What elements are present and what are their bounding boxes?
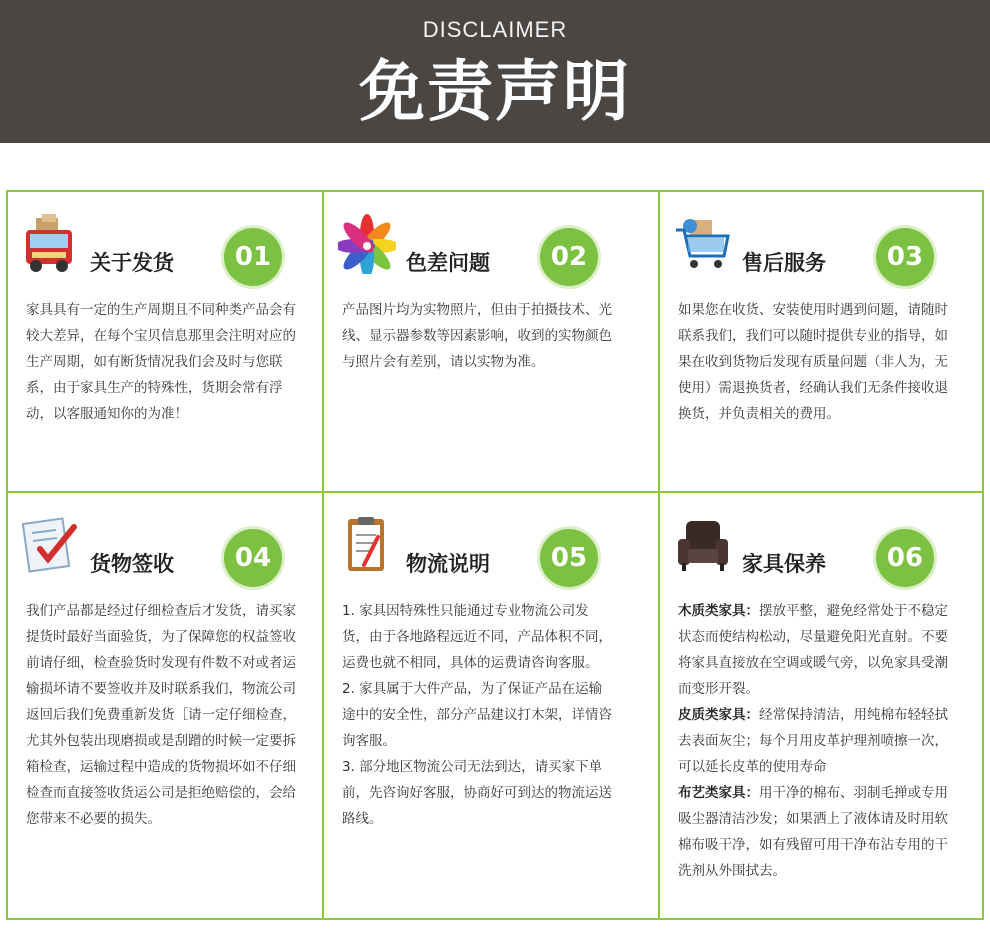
disclaimer-grid — [6, 190, 984, 920]
care-text: 用干净的棉布、羽制毛掸或专用吸尘器清洁沙发；如果洒上了液体请及时用软棉布吸干净，如有残留可用干净布沾专用的干洗剂从外围拭去。 — [678, 785, 948, 879]
section-body — [26, 598, 296, 832]
section-body — [342, 297, 612, 375]
armchair-icon — [674, 515, 732, 575]
clipboard-icon — [338, 515, 396, 575]
section-receipt — [8, 493, 322, 920]
section-title: 售后服务 — [742, 251, 826, 275]
section-paragraph: 3. 部分地区物流公司无法到达，请买家下单前，先咨询好客服，协商好可到达的物流运送路线。 — [342, 759, 612, 827]
care-label: 皮质类家具： — [678, 707, 759, 723]
section-color-difference — [324, 192, 658, 491]
section-after-sales — [660, 192, 984, 491]
section-title: 货物签收 — [90, 552, 174, 576]
care-label: 布艺类家具： — [678, 785, 759, 801]
section-text: 如果您在收货、安装使用时遇到问题，请随时联系我们，我们可以随时提供专业的指导，如果在收到货物后发现有质量问题（非人为，无使用）需退换货者，经确认我们无条件接收退换货，并负责相关的费用。 — [678, 302, 948, 422]
section-logistics — [324, 493, 658, 920]
section-text: 我们产品都是经过仔细检查后才发货，请买家提货时最好当面验货，为了保障您的权益签收前请仔细，检查验货时发现有件数不对或者运输损坏请不要签收并及时联系我们，物流公司返回后我们免费重新发货［请一定仔细检查，尤其外包装出现磨损或是刮蹭的时候一定要拆箱检查，运输过程中造成的货物损坏如不仔细检查而直接签收货运公司是拒绝赔偿的，会给您带来不必要的损失。 — [26, 603, 296, 827]
section-number-badge: 02 — [540, 228, 598, 286]
section-body — [678, 598, 948, 884]
section-title: 色差问题 — [406, 251, 490, 275]
care-item-wood — [678, 598, 948, 702]
section-number-badge: 05 — [540, 529, 598, 587]
section-shipping — [8, 192, 322, 491]
header-banner — [0, 0, 990, 143]
care-label: 木质类家具： — [678, 603, 759, 619]
section-number-badge: 04 — [224, 529, 282, 587]
care-text: 经常保持清洁，用纯棉布轻轻拭去表面灰尘；每个月用皮革护理剂喷擦一次，可以延长皮革的使用寿命 — [678, 707, 948, 775]
section-text: 产品图片均为实物照片，但由于拍摄技术、光线、显示器参数等因素影响，收到的实物颜色与照片会有差别，请以实物为准。 — [342, 302, 612, 370]
shopping-cart-icon — [674, 214, 732, 274]
section-number-badge: 01 — [224, 228, 282, 286]
checklist-icon — [22, 515, 80, 575]
header-subtitle: DISCLAIMER — [422, 17, 568, 42]
section-maintenance — [660, 493, 984, 920]
care-item-leather — [678, 702, 948, 780]
color-wheel-icon — [338, 214, 396, 274]
section-title: 物流说明 — [406, 552, 490, 576]
section-title: 家具保养 — [742, 552, 826, 576]
section-paragraph: 1. 家具因特殊性只能通过专业物流公司发货，由于各地路程远近不同，产品体积不同，运费也就不相同，具体的运费请咨询客服。 — [342, 603, 612, 671]
section-body — [342, 598, 612, 832]
section-body — [26, 297, 296, 427]
header-title: 免责声明 — [359, 53, 631, 130]
delivery-truck-icon — [22, 214, 80, 274]
section-number-badge: 03 — [876, 228, 934, 286]
section-body — [678, 297, 948, 427]
section-number-badge: 06 — [876, 529, 934, 587]
care-text: 摆放平整，避免经常处于不稳定状态而使结构松动，尽量避免阳光直射。不要将家具直接放在空调或暖气旁，以免家具受潮而变形开裂。 — [678, 603, 948, 697]
section-text: 家具具有一定的生产周期且不同种类产品会有较大差异，在每个宝贝信息那里会注明对应的生产周期，如有断货情况我们会及时与您联系，由于家具生产的特殊性，货期会常有浮动，以客服通知你的为准！ — [26, 302, 296, 422]
care-item-fabric — [678, 780, 948, 884]
section-paragraph: 2. 家具属于大件产品，为了保证产品在运输途中的安全性，部分产品建议打木架，详情咨询客服。 — [342, 681, 612, 749]
section-title: 关于发货 — [90, 251, 174, 275]
